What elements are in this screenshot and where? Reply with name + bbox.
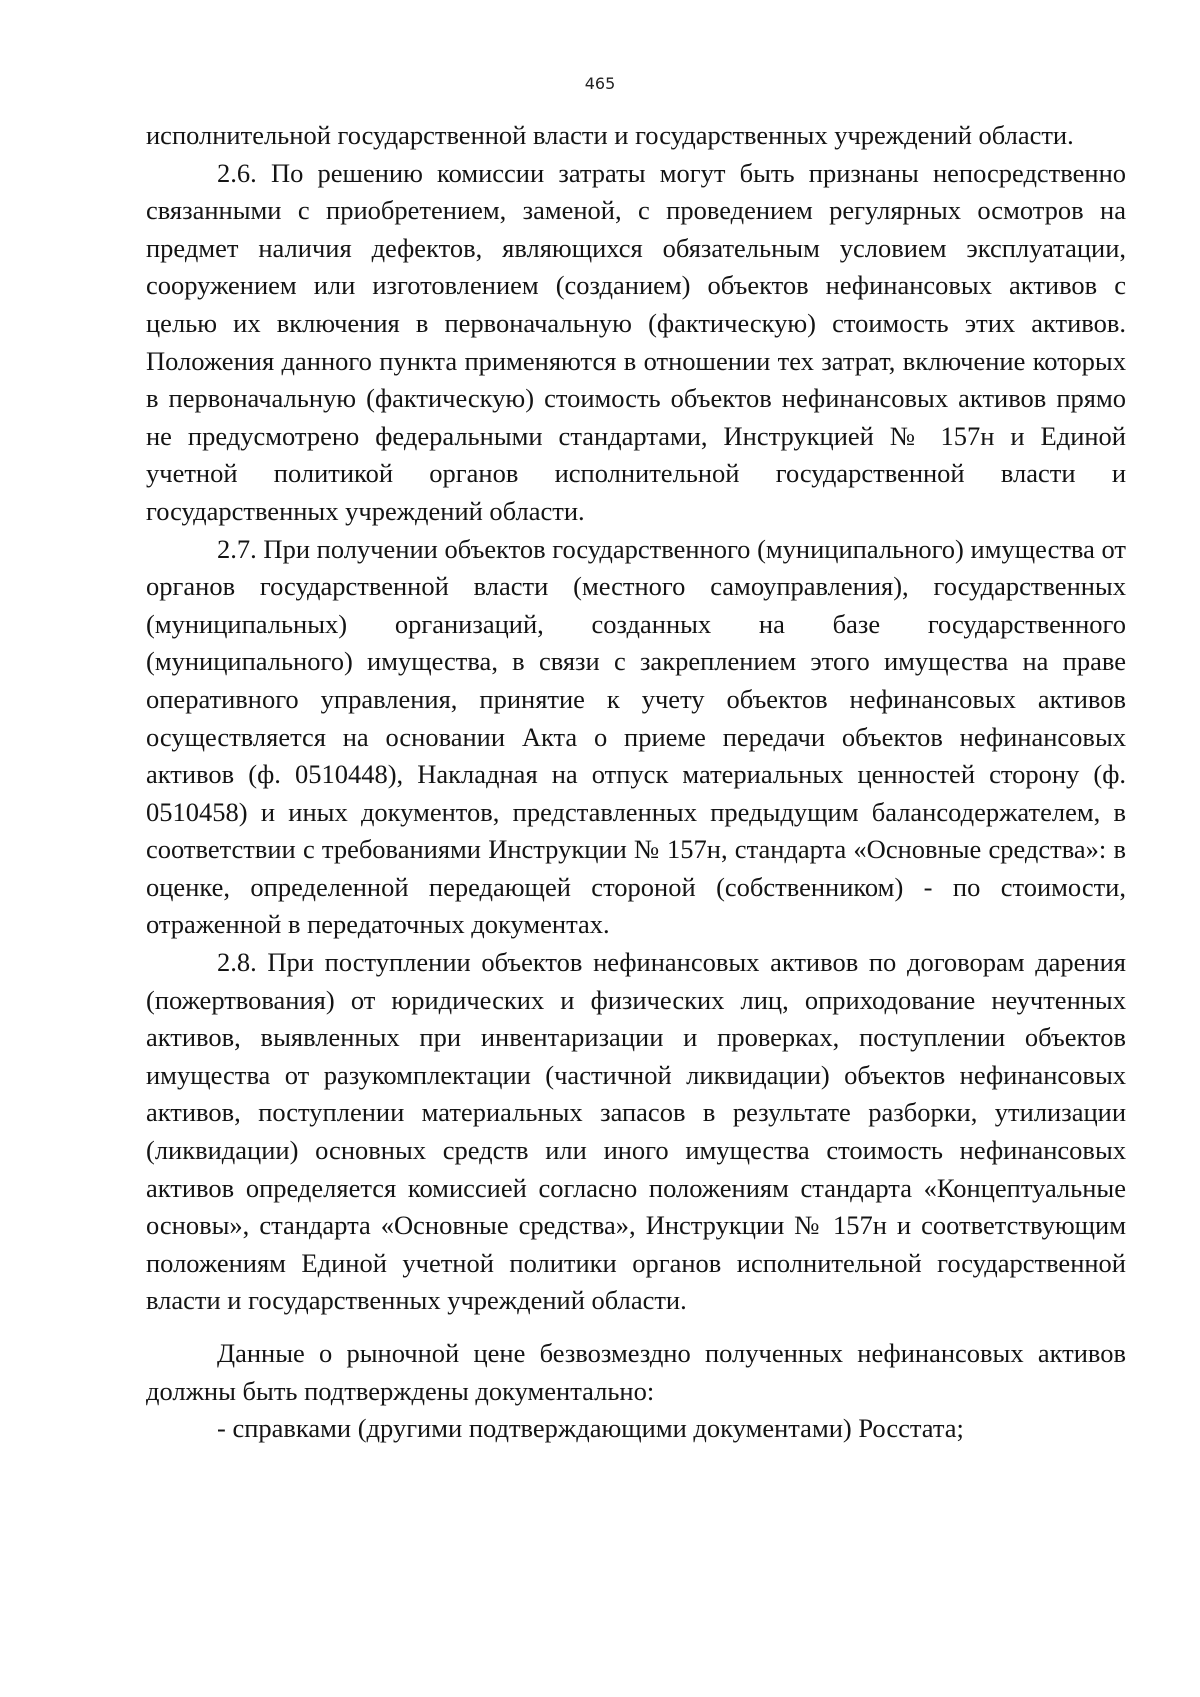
paragraph-market-price: Данные о рыночной цене безвозмездно полученных нефинансовых активов должны быть подтверждены документально: <box>146 1338 1126 1406</box>
document-body <box>146 117 1126 1448</box>
list-item-rosstat: - справками (другими подтверждающими документами) Росстата; <box>217 1413 964 1444</box>
page-number: 465 <box>584 74 616 93</box>
paragraph-2-7: 2.7. При получении объектов государственного (муниципального) имущества от органов государственной власти (местного самоуправления), государственных (муниципальных) организаций, созданных на базе государственного (муниципального) имущества, в связи с закреплением этого имущества на праве оперативного управления, принятие к учету объектов нефинансовых активов осуществляется на основании Акта о приеме передачи объектов нефинансовых активов (ф. 0510448), Накладная на отпуск материальных ценностей сторону (ф. 0510458) и иных документов, представленных предыдущим балансодержателем, в соответствии с требованиями Инструкции № 157н, стандарта «Основные средства»: в оценке, определенной передающей стороной (собственником) - по стоимости, отраженной в передаточных документах. <box>146 533 1126 940</box>
paragraph-2-8: 2.8. При поступлении объектов нефинансовых активов по договорам дарения (пожертвования) от юридических и физических лиц, оприходование неучтенных активов, выявленных при инвентаризации и проверках, поступлении объектов имущества от разукомплектации (частичной ликвидации) объектов нефинансовых активов, поступлении материальных запасов в результате разборки, утилизации (ликвидации) основных средств или иного имущества стоимость нефинансовых активов определяется комиссией согласно положениям стандарта «Концептуальные основы», стандарта «Основные средства», Инструкции № 157н и соответствующим положениям Единой учетной политики органов исполнительной государственной власти и государственных учреждений области. <box>146 947 1126 1316</box>
paragraph-2-6: 2.6. По решению комиссии затраты могут быть признаны непосредственно связанными с приобретением, заменой, с проведением регулярных осмотров на предмет наличия дефектов, являющихся обязательным условием эксплуатации, сооружением или изготовлением (созданием) объектов нефинансовых активов с целью их включения в первоначальную (фактическую) стоимость этих активов. Положения данного пункта применяются в отношении тех затрат, включение которых в первоначальную (фактическую) стоимость объектов нефинансовых активов прямо не предусмотрено федеральными стандартами, Инструкцией № 157н и Единой учетной политикой органов исполнительной государственной власти и государственных учреждений области. <box>146 157 1126 526</box>
paragraph-continuation: исполнительной государственной власти и государственных учреждений области. <box>146 120 1074 150</box>
